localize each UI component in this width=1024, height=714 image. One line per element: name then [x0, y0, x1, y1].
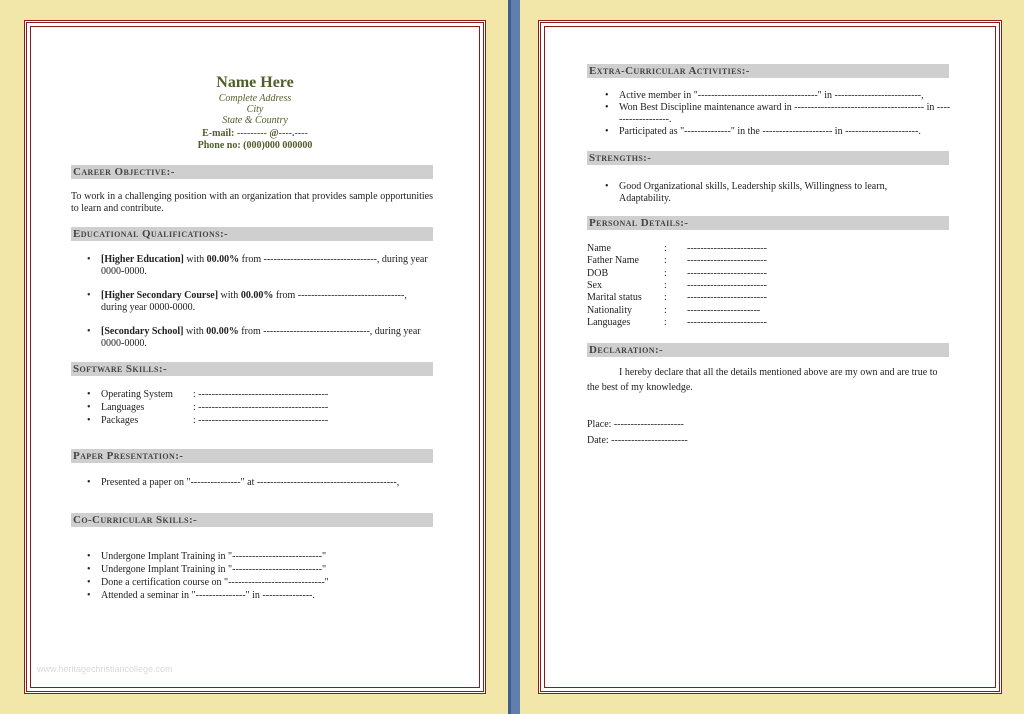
career-objective-text: To work in a challenging position with an organization that provides sample opportunities to learn and contribute.: [71, 191, 433, 214]
co-curricular-item: • Undergone Implant Training in "---------------------------": [101, 551, 431, 563]
personal-colon: :: [664, 255, 667, 266]
document-page-gap-shade: [508, 0, 511, 714]
resume-city: City: [246, 104, 264, 115]
extra-curricular-heading: Extra-Curricular Activities:-: [587, 64, 949, 78]
personal-label: Nationality: [587, 305, 632, 316]
software-skills-heading: Software Skills:-: [71, 362, 433, 376]
resume-phone: Phone no: (000)000 000000: [197, 140, 313, 151]
resume-page-1: [24, 20, 486, 694]
software-skill-label: • Operating System: [101, 389, 191, 401]
extra-curricular-item: • Participated as "--------------" in the --------------------- in ----------------------.: [619, 126, 951, 138]
personal-label: Languages: [587, 317, 631, 328]
resume-page-2: [538, 20, 1002, 694]
declaration-heading: Declaration:-: [587, 343, 949, 357]
software-skill-label: • Languages: [101, 402, 191, 414]
personal-value: ------------------------: [687, 243, 767, 254]
personal-colon: :: [664, 317, 667, 328]
watermark-text: www.heritagechristiancollege.com: [37, 664, 173, 674]
personal-value: ------------------------: [687, 280, 767, 291]
personal-colon: :: [664, 243, 667, 254]
personal-colon: :: [664, 280, 667, 291]
personal-colon: :: [664, 292, 667, 303]
resume-email: E-mail: --------- @----.----: [202, 128, 308, 139]
personal-colon: :: [664, 268, 667, 279]
strengths-heading: Strengths:-: [587, 151, 949, 165]
extra-curricular-item: • Won Best Discipline maintenance award in --------------------------------------- in -------------------.: [619, 102, 951, 126]
paper-presentation-item: • Presented a paper on "---------------" at ------------------------------------------,: [101, 477, 435, 489]
resume-state: State & Country: [222, 115, 288, 126]
resume-address: Complete Address: [218, 93, 292, 104]
strengths-item: • Good Organizational skills, Leadership skills, Willingness to learn, Adaptability.: [619, 181, 919, 205]
personal-label: DOB: [587, 268, 609, 279]
personal-details-heading: Personal Details:-: [587, 216, 949, 230]
personal-label: Sex: [587, 280, 602, 291]
co-curricular-item: • Undergone Implant Training in "---------------------------": [101, 564, 431, 576]
education-item: • [Secondary School] with 00.00% from --------------------------------, during year 0000-0000.: [101, 326, 431, 350]
personal-value: ----------------------: [687, 305, 761, 316]
personal-label: Marital status: [587, 292, 642, 303]
extra-curricular-item: • Active member in "------------------------------------" in --------------------------,: [619, 90, 951, 102]
declaration-date: Date: -----------------------: [587, 435, 688, 446]
paper-presentation-heading: Paper Presentation:-: [71, 449, 433, 463]
declaration-place: Place: ---------------------: [587, 419, 684, 430]
declaration-text: I hereby declare that all the details mentioned above are my own and are true to the best of my knowledge.: [587, 367, 938, 393]
education-heading: Educational Qualifications:-: [71, 227, 433, 241]
software-skill-value: : ---------------------------------------: [193, 402, 329, 413]
education-item: • [Higher Education] with 00.00% from ----------------------------------, during year 0000-0000.: [101, 254, 431, 278]
co-curricular-item: • Done a certification course on "-----------------------------": [101, 577, 431, 589]
education-item: • [Higher Secondary Course] with 00.00% from --------------------------------, during year 0000-0000.: [101, 290, 431, 314]
co-curricular-heading: Co-Curricular Skills:-: [71, 513, 433, 527]
career-objective-heading: Career Objective:-: [71, 165, 433, 179]
personal-label: Father Name: [587, 255, 639, 266]
personal-value: ------------------------: [687, 317, 767, 328]
personal-value: ------------------------: [687, 255, 767, 266]
personal-value: ------------------------: [687, 292, 767, 303]
personal-label: Name: [587, 243, 611, 254]
personal-colon: :: [664, 305, 667, 316]
co-curricular-item: • Attended a seminar in "---------------" in ---------------.: [101, 590, 431, 602]
software-skill-value: : ---------------------------------------: [193, 389, 329, 400]
resume-name: Name Here: [216, 74, 294, 91]
software-skill-value: : ---------------------------------------: [193, 415, 329, 426]
personal-value: ------------------------: [687, 268, 767, 279]
software-skill-label: • Packages: [101, 415, 191, 427]
